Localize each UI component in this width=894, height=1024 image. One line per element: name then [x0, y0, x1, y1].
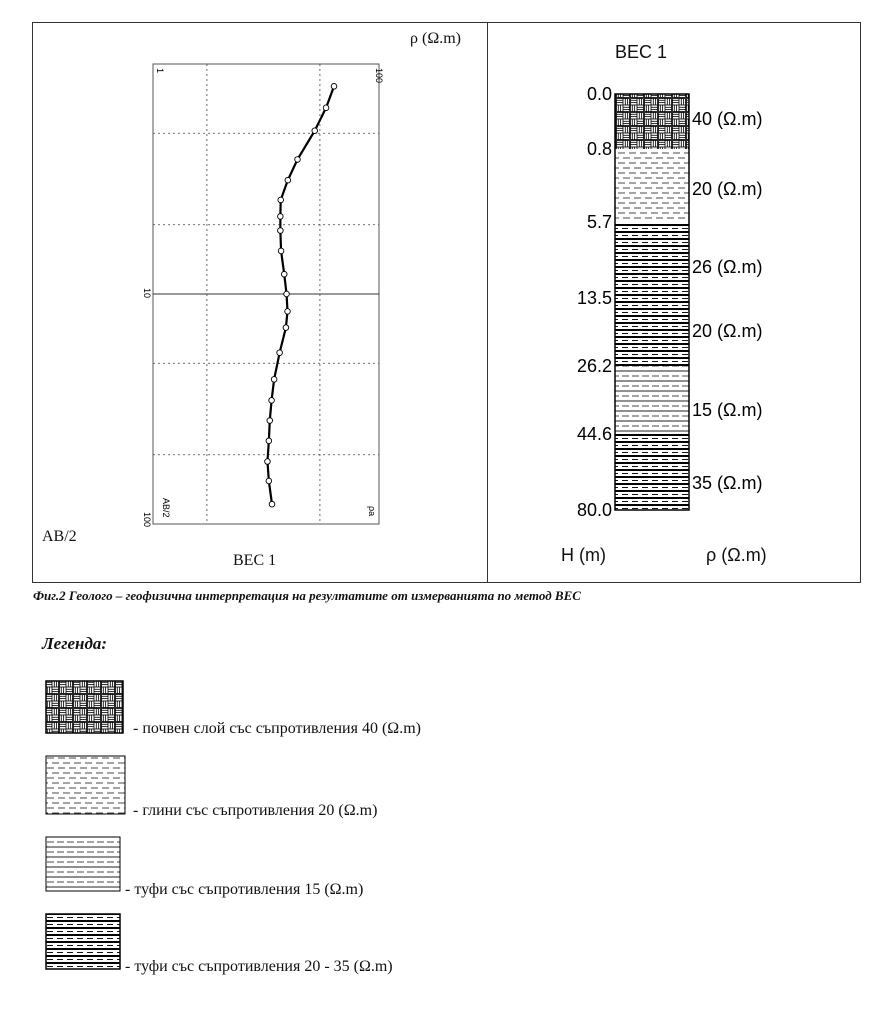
inner-rhoa-label: ρa	[367, 506, 377, 517]
legend-item-tuff-dense	[45, 913, 545, 973]
depth-label: 44.6	[576, 424, 612, 444]
tuff-light-pattern-swatch	[45, 836, 125, 894]
legend-item-tuff-light	[45, 836, 545, 896]
legend-title: Легенда:	[42, 634, 108, 653]
clay-pattern-swatch	[45, 755, 127, 817]
legend-text-clay: - глини със съпротивления 20 (Ω.m)	[133, 802, 378, 819]
layer-resistivity-label: 40 (Ω.m)	[692, 109, 763, 129]
depth-label: 13.5	[576, 288, 612, 308]
layer-resistivity-label: 15 (Ω.m)	[692, 400, 763, 420]
layer-tuff-dense	[615, 222, 689, 298]
layer-resistivity-label: 26 (Ω.m)	[692, 257, 763, 277]
depth-label: 0.8	[586, 139, 612, 159]
depth-label: 26.2	[576, 356, 612, 376]
tuff-dense-pattern-swatch	[45, 913, 125, 971]
layer-tuff-light	[615, 366, 689, 434]
rho-axis-label: ρ (Ω.m)	[410, 30, 461, 47]
y-tick-label: 10	[142, 288, 152, 299]
x-tick-label: 1	[155, 68, 165, 74]
resistivity-axis-label: ρ (Ω.m)	[706, 545, 767, 565]
legend-text-soil: - почвен слой със съпротивления 40 (Ω.m)	[133, 720, 421, 737]
layer-resistivity-label: 35 (Ω.m)	[692, 473, 763, 493]
legend-item-clay	[45, 755, 545, 820]
depth-label: 5.7	[586, 212, 612, 232]
layer-soil	[615, 94, 689, 149]
left-chart-title: ВЕС 1	[233, 552, 277, 569]
column-title: ВЕС 1	[615, 42, 668, 62]
y-tick-label: 100	[142, 512, 152, 528]
layer-tuff-dense	[615, 298, 689, 366]
depth-label: 0.0	[586, 84, 612, 104]
ab2-axis-label: AB/2	[42, 528, 77, 545]
depth-axis-label: H (m)	[561, 545, 606, 565]
inner-ab2-label: AB/2	[161, 498, 171, 518]
soil-pattern-swatch	[45, 680, 125, 735]
depth-label: 80.0	[576, 500, 612, 520]
layer-resistivity-label: 20 (Ω.m)	[692, 179, 763, 199]
legend-text-tuff-dense: - туфи със съпротивления 20 - 35 (Ω.m)	[125, 958, 393, 975]
layer-clay	[615, 149, 689, 222]
layer-tuff-dense	[615, 434, 689, 510]
layer-resistivity-label: 20 (Ω.m)	[692, 321, 763, 341]
legend-text-tuff-light: - туфи със съпротивления 15 (Ω.m)	[125, 881, 364, 898]
figure-caption: Фиг.2 Геолого – геофизична интерпретация на резултатите от измерванията по метод ВЕС	[33, 588, 581, 603]
legend-item-soil	[45, 680, 545, 740]
x-tick-label: 100	[374, 68, 384, 84]
